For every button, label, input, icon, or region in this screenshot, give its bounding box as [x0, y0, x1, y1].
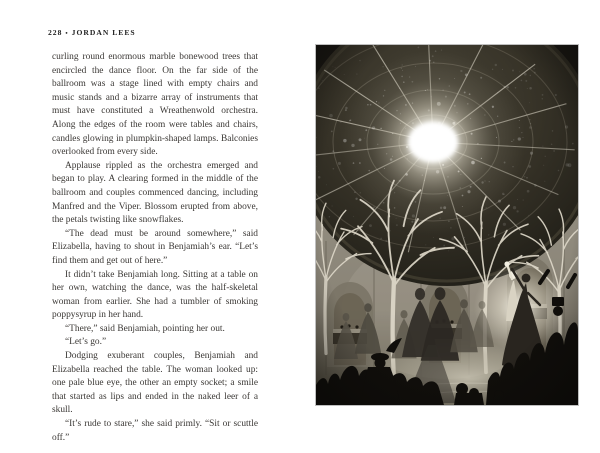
paragraph: “It’s rude to stare,” she said primly. “Sit or scuttle off.” [52, 419, 258, 443]
paragraph: Dodging exuberant couples, Benjamiah and Elizabella reached the table. The woman looked up: one pale blue eye, the other an empty socket; a smile that started as lips and ended in the naked leer of a skull. [52, 351, 258, 416]
paragraph: curling round enormous marble bonewood trees that encircled the dance floor. On the far side of the ballroom was a stage lined with empty chairs and music stands and a bizarre array of instruments that must have constituted a Wreathenwold orchestra. Along the edges of the room were tables and chairs, candles glowing in plumpkin-shaped lamps. Balconies overlooked from every side. [52, 52, 258, 158]
paragraph: “The dead must be around somewhere,” said Elizabella, having to shout in Benjamiah’s ear. “Let’s find them and get out of here.” [52, 228, 258, 266]
page-number: 228 [48, 28, 63, 37]
running-head [48, 28, 136, 37]
header-separator-icon: • [65, 30, 69, 37]
ballroom-illustration [316, 45, 578, 405]
paragraph: Applause rippled as the orchestra emerged and began to play. A clearing formed in the middle of the ballroom and couples commenced dancing, including Manfred and the Viper. Blossom erupted from above, the petals twisting like snowflakes. [52, 160, 258, 226]
paragraph: It didn’t take Benjamiah long. Sitting at a table on her own, watching the dance, was the half-skeletal woman from earlier. She had a tumbler of smoking poppysyrup in her hand. [52, 269, 258, 321]
vignette [316, 45, 578, 405]
paragraph: “Let’s go.” [65, 337, 107, 348]
paragraph: “There,” said Benjamiah, pointing her out. [65, 323, 225, 334]
right-page [300, 0, 600, 453]
author-name: JORDAN LEES [71, 28, 136, 37]
ballroom-illustration-svg [316, 45, 578, 405]
body-text [52, 51, 258, 445]
